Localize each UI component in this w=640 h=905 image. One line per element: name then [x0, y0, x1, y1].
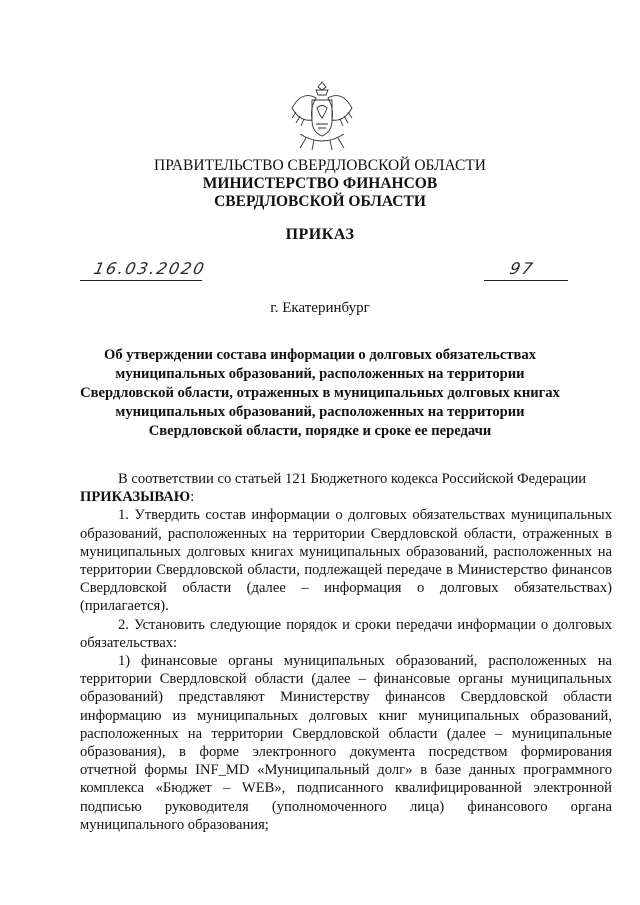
subject-line: муниципальных образований, расположенных на территории [115, 404, 525, 420]
document-body [80, 470, 612, 834]
item-2-1-paragraph: 1) финансовые органы муниципальных образований, расположенных на территории Свердловской области (далее – финансовые органы муниципальных образований) представляют Министерству финансов Свердловской области информацию из муниципальных долговых книг муниципальных образований, расположенных на территории Свердловской области (далее – муниципальные образования), в форме электронного документа посредством формирования отчетной формы INF_MD «Муниципальный долг» в базе данных программного комплекса «Бюджет – WEB», подписанного квалифицированной электронной подписью руководителя (уполномоченного лица) финансового органа муниципального образования; [80, 653, 612, 833]
number-field [484, 256, 568, 281]
subject-line: муниципальных образований, расположенных на территории [115, 366, 525, 382]
order-word: ПРИКАЗЫВАЮ [80, 489, 191, 506]
item-2-paragraph: 2. Установить следующие порядок и сроки передачи информации о долговых обязательствах: [80, 616, 612, 651]
item-1-paragraph: 1. Утвердить состав информации о долговых обязательствах муниципальных образований, расположенных на территории Свердловской области, отраженных в муниципальных долговых книгах муниципальных образований, расположенных на территории Свердловской области, подлежащей передаче в Министерство финансов Свердловской области (далее – информация о долговых обязательствах) (прилагается). [80, 507, 612, 615]
subject-line: Об утверждении состава информации о долговых обязательствах [103, 347, 536, 363]
city: г. Екатеринбург [270, 300, 370, 316]
document-subject [60, 346, 580, 441]
handwritten-number: 97 [507, 259, 537, 278]
date-field [80, 256, 208, 281]
handwritten-date: 16.03.2020 [91, 259, 208, 278]
subject-line: Свердловской области, порядке и сроке ее передачи [148, 423, 492, 439]
coat-of-arms-emblem [286, 78, 358, 152]
org-line-region: СВЕРДЛОВСКОЙ ОБЛАСТИ [214, 193, 426, 210]
org-line-ministry: МИНИСТЕРСТВО ФИНАНСОВ [202, 175, 438, 192]
org-line-government: ПРАВИТЕЛЬСТВО СВЕРДЛОВСКОЙ ОБЛАСТИ [154, 157, 486, 174]
subject-line: Свердловской области, отраженных в муниципальных долговых книгах [80, 385, 560, 401]
intro-paragraph: В соответствии со статьей 121 Бюджетного кодекса Российской Федерации [118, 471, 587, 487]
document-type: ПРИКАЗ [285, 226, 355, 243]
order-paragraph: ПРИКАЗЫВАЮ: [80, 489, 195, 506]
